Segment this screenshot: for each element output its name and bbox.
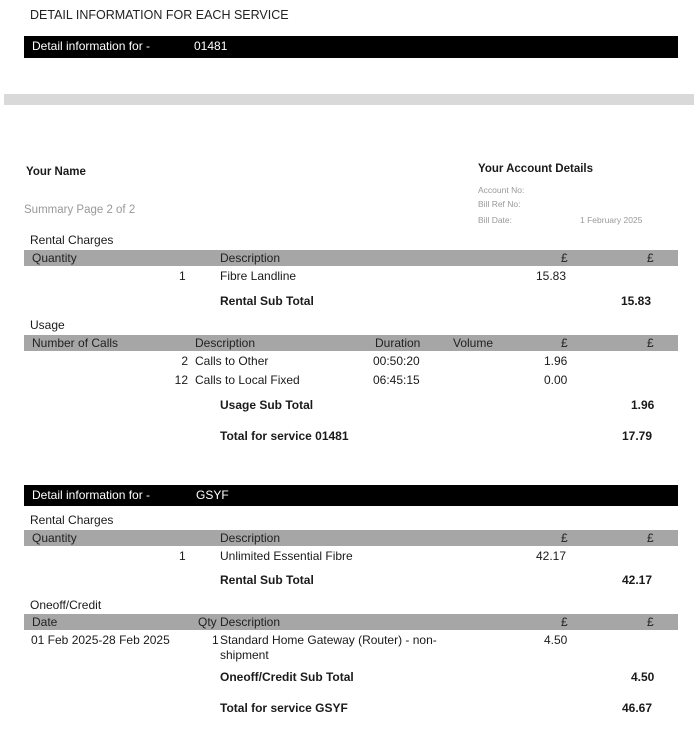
oneoff-credit-section: Oneoff/Credit [30, 598, 102, 612]
calls-count: 2 [181, 354, 188, 368]
rental-row-qty: 1 [179, 549, 186, 563]
rental-charges-section: Rental Charges [30, 233, 114, 247]
customer-name: Your Name [26, 166, 86, 178]
rental-subtotal-label: Rental Sub Total [220, 294, 314, 308]
calls-duration: 06:45:15 [373, 373, 420, 387]
rental-row-amount: 42.17 [536, 549, 567, 563]
service-bar-id: GSYF [196, 488, 229, 502]
oneoff-subtotal-value: 4.50 [631, 670, 655, 684]
oneoff-row-qty: 1 [212, 633, 219, 647]
service-bar-id: 01481 [194, 39, 228, 53]
page-title: DETAIL INFORMATION FOR EACH SERVICE [30, 8, 289, 22]
rental-row-amount: 15.83 [536, 269, 567, 283]
bill-date-value: 1 February 2025 [580, 215, 643, 225]
col-pound-1: £ [561, 531, 568, 545]
col-pound-1: £ [561, 251, 568, 265]
page-separator [4, 94, 694, 105]
account-no-label: Account No: [478, 185, 525, 195]
col-description: Description [220, 531, 281, 545]
service-header-bar [24, 36, 678, 58]
bill-date-label: Bill Date: [478, 215, 513, 225]
rental-row-desc: Fibre Landline [220, 269, 297, 283]
service-total-label: Total for service 01481 [220, 429, 349, 443]
col-volume: Volume [453, 336, 494, 350]
service-bar-label: Detail information for - [32, 39, 151, 53]
usage-subtotal-value: 1.96 [631, 398, 655, 412]
col-quantity: Quantity [32, 251, 77, 265]
calls-duration: 00:50:20 [373, 354, 420, 368]
col-quantity: Quantity [32, 531, 77, 545]
usage-table-header [24, 335, 678, 351]
col-pound-2: £ [647, 336, 654, 350]
rental-subtotal-value: 42.17 [622, 573, 653, 587]
usage-subtotal-label: Usage Sub Total [220, 398, 314, 412]
oneoff-row-amount: 4.50 [544, 633, 568, 647]
service-total-value: 46.67 [622, 701, 653, 715]
rental-row-qty: 1 [179, 269, 186, 283]
oneoff-row-desc-line2: shipment [220, 648, 269, 662]
calls-desc: Calls to Other [195, 354, 269, 368]
usage-section: Usage [30, 318, 65, 332]
oneoff-row-desc-line1: Standard Home Gateway (Router) - non- [220, 633, 437, 647]
rental-row-desc: Unlimited Essential Fibre [220, 549, 353, 563]
service-total-value: 17.79 [622, 429, 653, 443]
rental-subtotal-value: 15.83 [621, 294, 652, 308]
oneoff-subtotal-label: Oneoff/Credit Sub Total [220, 670, 354, 684]
account-details-heading: Your Account Details [478, 163, 594, 175]
calls-amount: 1.96 [544, 354, 568, 368]
col-pound-1: £ [561, 615, 568, 629]
col-pound-2: £ [647, 251, 654, 265]
col-pound-2: £ [647, 615, 654, 629]
summary-page-label: Summary Page 2 of 2 [24, 204, 136, 216]
service-bar-label: Detail information for - [32, 488, 151, 502]
col-qty-description: Qty Description [198, 615, 281, 629]
col-date: Date [32, 615, 58, 629]
calls-amount: 0.00 [544, 373, 568, 387]
service-header-bar [24, 485, 678, 506]
calls-count: 12 [174, 373, 188, 387]
col-duration: Duration [375, 336, 421, 350]
col-description: Description [220, 251, 281, 265]
rental-table-header [24, 530, 678, 546]
oneoff-row-date: 01 Feb 2025-28 Feb 2025 [31, 633, 170, 647]
rental-table-header [24, 250, 678, 266]
col-description: Description [195, 336, 256, 350]
rental-charges-section: Rental Charges [30, 513, 114, 527]
col-pound-1: £ [561, 336, 568, 350]
oneoff-table-header [24, 614, 678, 630]
calls-desc: Calls to Local Fixed [195, 373, 300, 387]
rental-subtotal-label: Rental Sub Total [220, 573, 314, 587]
service-total-label: Total for service GSYF [220, 701, 348, 715]
col-pound-2: £ [647, 531, 654, 545]
bill-ref-label: Bill Ref No: [478, 199, 521, 209]
col-number-of-calls: Number of Calls [32, 336, 119, 350]
